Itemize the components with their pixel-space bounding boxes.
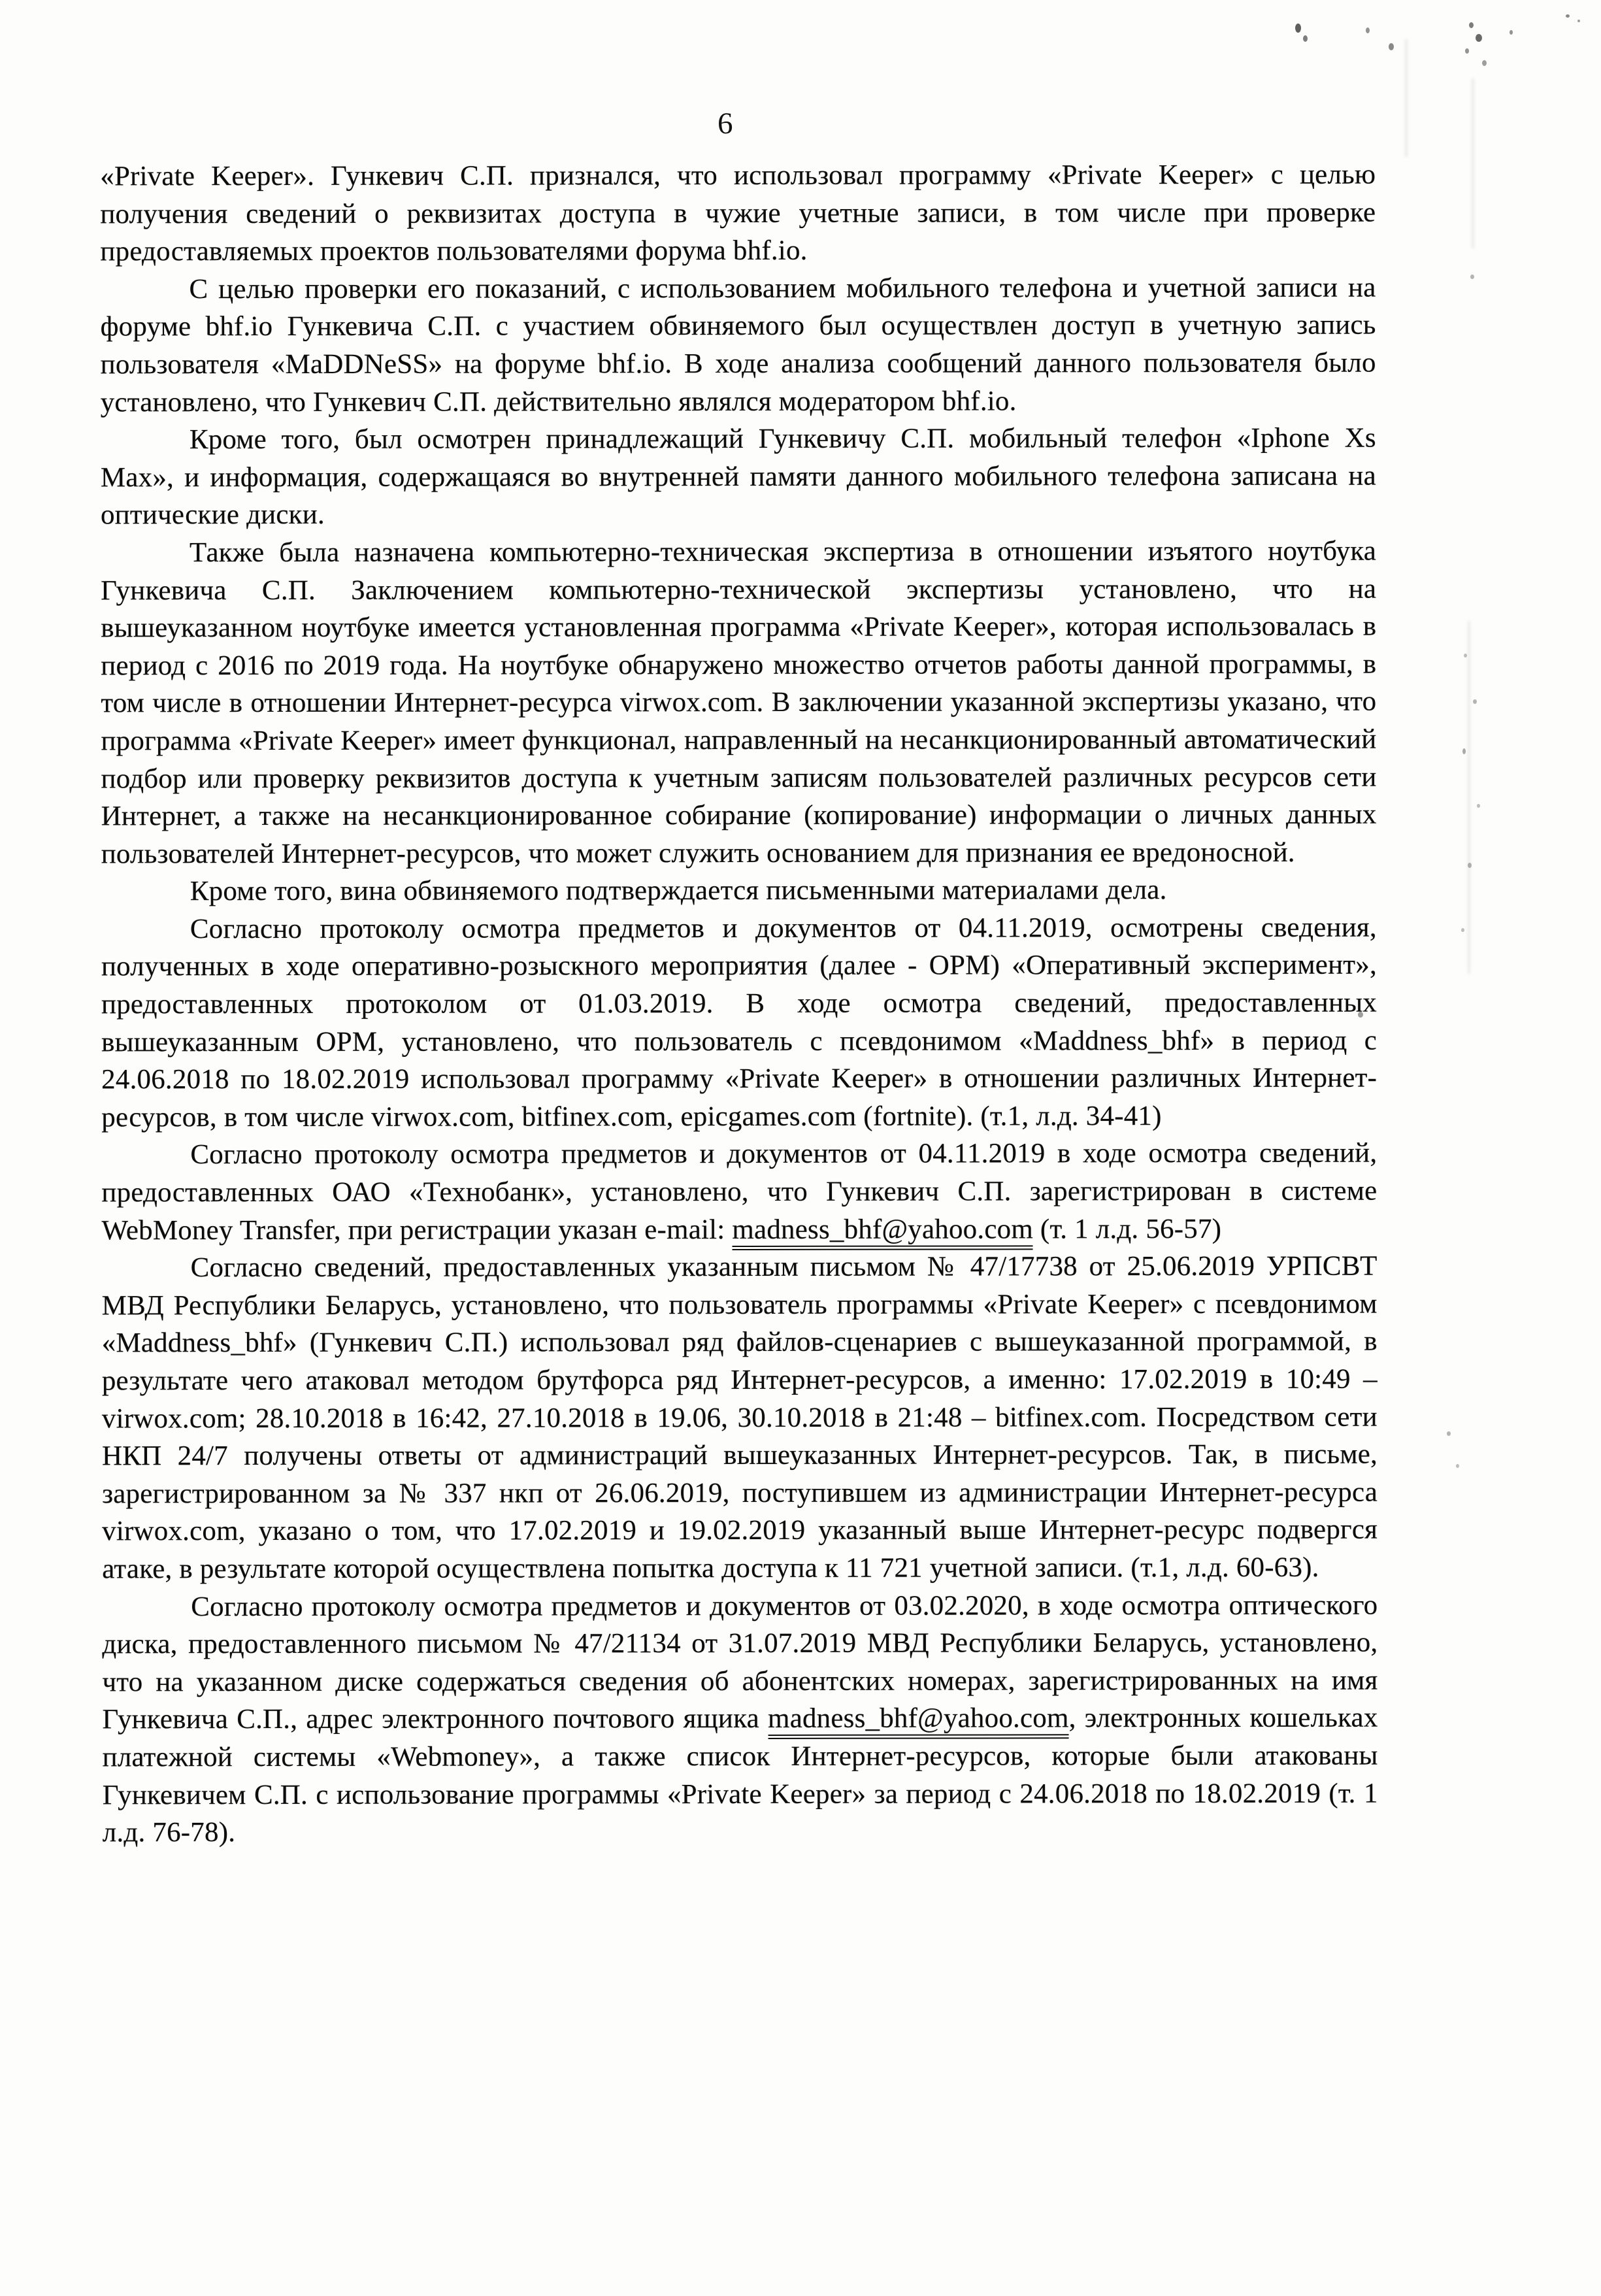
text-run: Кроме того, вина обвиняемого подтверждается письменными материалами дела. [190, 874, 1167, 907]
scan-noise [1477, 804, 1480, 808]
paragraph [101, 871, 1377, 910]
scan-noise [1464, 654, 1467, 657]
paragraph [101, 420, 1376, 535]
scan-streak [1472, 78, 1474, 248]
scan-noise [1469, 22, 1474, 28]
paragraph [101, 909, 1377, 1137]
scan-noise [1566, 14, 1570, 18]
scan-noise [1295, 24, 1301, 33]
paragraph [102, 1248, 1378, 1588]
underlined-email: madness_bhf@yahoo.com [732, 1214, 1033, 1250]
document-body [100, 156, 1378, 1852]
scan-noise [1476, 34, 1482, 42]
text-run: Также была назначена компьютерно-техническая экспертиза в отношении изъятого ноутбука Гункевича С.П. Заключением компьютерно-технической экспертизы установлено, что на вышеуказанном ноутбуке имеется установленная программа «Private Keeper», которая использовалась в период с 2016 по 2019 года. На ноутбуке обнаружено множество отчетов работы данной программы, в том числе в отношении Интернет-ресурса virwox.com. В заключении указанной экспертизы указано, что программа «Private Keeper» имеет функционал, направленный на несанкционированный автоматический подбор или проверку реквизитов доступа к учетным записям пользователей различных ресурсов сети Интернет, а также на несанкционированное собирание (копирование) информации о личных данных пользователей Интернет-ресурсов, что может служить основанием для признания ее вредоносной. [101, 535, 1377, 870]
paragraph [102, 1586, 1378, 1852]
page-number: 6 [718, 107, 733, 141]
paragraph [101, 533, 1377, 873]
scan-noise [1447, 1431, 1451, 1436]
text-run: Согласно протоколу осмотра предметов и документов от 03.02.2020, в ходе осмотра оптического диска, предоставленного письмом № 47/21134 от 31.07.2019 МВД Республики Беларусь, установлено, что на указанном диске содержаться сведения об абонентских номерах, зарегистрированных на имя Гункевича С.П., адрес электронного почтового ящика [102, 1589, 1378, 1735]
paragraph [100, 156, 1376, 271]
scan-streak [1405, 39, 1408, 157]
scan-streak [1468, 621, 1470, 974]
text-run: «Private Keeper». Гункевич С.П. признался, что использовал программу «Private Keeper» с целью получения сведений о реквизитах доступа в чужие учетные записи, в том числе при проверке предоставляемых проектов пользователями форума bhf.io. [100, 159, 1376, 267]
scan-noise [1461, 928, 1464, 932]
text-run: Согласно протоколу осмотра предметов и документов от 04.11.2019 в ходе осмотра сведений, предоставленных ОАО «Технобанк», установлено, что Гункевич С.П. зарегистрирован в системе WebMoney Transfer, при регистрации указан e-mail: [101, 1138, 1378, 1246]
scan-noise [1482, 60, 1487, 66]
scan-noise [1462, 748, 1466, 754]
scan-noise [1473, 699, 1477, 704]
scan-noise [1577, 20, 1580, 22]
scan-noise [1470, 275, 1474, 279]
scan-noise [1303, 35, 1308, 42]
paragraph [101, 1135, 1377, 1250]
text-run: Согласно сведений, предоставленных указанным письмом № 47/17738 от 25.06.2019 УРПСВТ МВД Республики Беларусь, установлено, что пользователь программы «Private Keeper» с псевдонимом «Maddness_bhf» (Гункевич С.П.) использовал ряд файлов-сценариев с вышеуказанной программой, в результате чего атаковал методом брутфорса ряд Интернет-ресурсов, а именно: 17.02.2019 в 10:49 – virwox.com; 28.10.2018 в 16:42, 27.10.2018 в 19.06, 30.10.2018 в 21:48 – bitfinex.com. Посредством сети НКП 24/7 получены ответы от администраций вышеуказанных Интернет-ресурсов. Так, в письме, зарегистрированном за № 337 нкп от 26.06.2019, поступившем из администрации Интернет-ресурса virwox.com, указано о том, что 17.02.2019 и 19.02.2019 указанный выше Интернет-ресурс подвергся атаке, в результате которой осуществлена попытка доступа к 11 721 учетной записи. (т.1, л.д. 60-63). [101, 1250, 1378, 1585]
text-run: Кроме того, был осмотрен принадлежащий Гункевичу С.П. мобильный телефон «Iphone Xs Max», и информация, содержащаяся во внутренней памяти данного мобильного телефона записана на оптические диски. [100, 422, 1376, 531]
paragraph [100, 269, 1376, 421]
text-run: С целью проверки его показаний, с использованием мобильного телефона и учетной записи на форуме bhf.io Гункевича С.П. с участием обвиняемого был осуществлен доступ в учетную запись пользователя «MaDDNeSS» на форуме bhf.io. В ходе анализа сообщений данного пользователя было установлено, что Гункевич С.П. действительно являлся модератором bhf.io. [100, 272, 1376, 418]
scan-noise [1465, 48, 1469, 54]
scan-noise [1358, 1012, 1363, 1018]
text-run: Согласно протоколу осмотра предметов и документов от 04.11.2019, осмотрены сведения, полученных в ходе оперативно-розыскного мероприятия (далее - ОРМ) «Оперативный эксперимент», предоставленных протоколом от 01.03.2019. В ходе осмотра сведений, предоставленных вышеуказанным ОРМ, установлено, что пользователь с псевдонимом «Maddness_bhf» в период с 24.06.2018 по 18.02.2019 использовал программу «Private Keeper» в отношении различных Интернет-ресурсов, в том числе virwox.com, bitfinex.com, epicgames.com (fortnite). (т.1, л.д. 34-41) [101, 912, 1378, 1133]
scan-noise [1510, 30, 1513, 35]
underlined-email: madness_bhf@yahoo.com [768, 1703, 1069, 1740]
text-run: (т. 1 л.д. 56-57) [1032, 1213, 1222, 1244]
scan-noise [1456, 1464, 1459, 1468]
scan-noise [1366, 27, 1370, 33]
text-run: , электронных кошельках платежной системы «Webmoney», а также список Интернет-ресурсов, которые были атакованы Гункевичем С.П. с использование программы «Private Keeper» за период с 24.06.2018 по 18.02.2019 (т. 1 л.д. 76-78). [102, 1702, 1378, 1848]
scan-noise [1389, 43, 1394, 50]
